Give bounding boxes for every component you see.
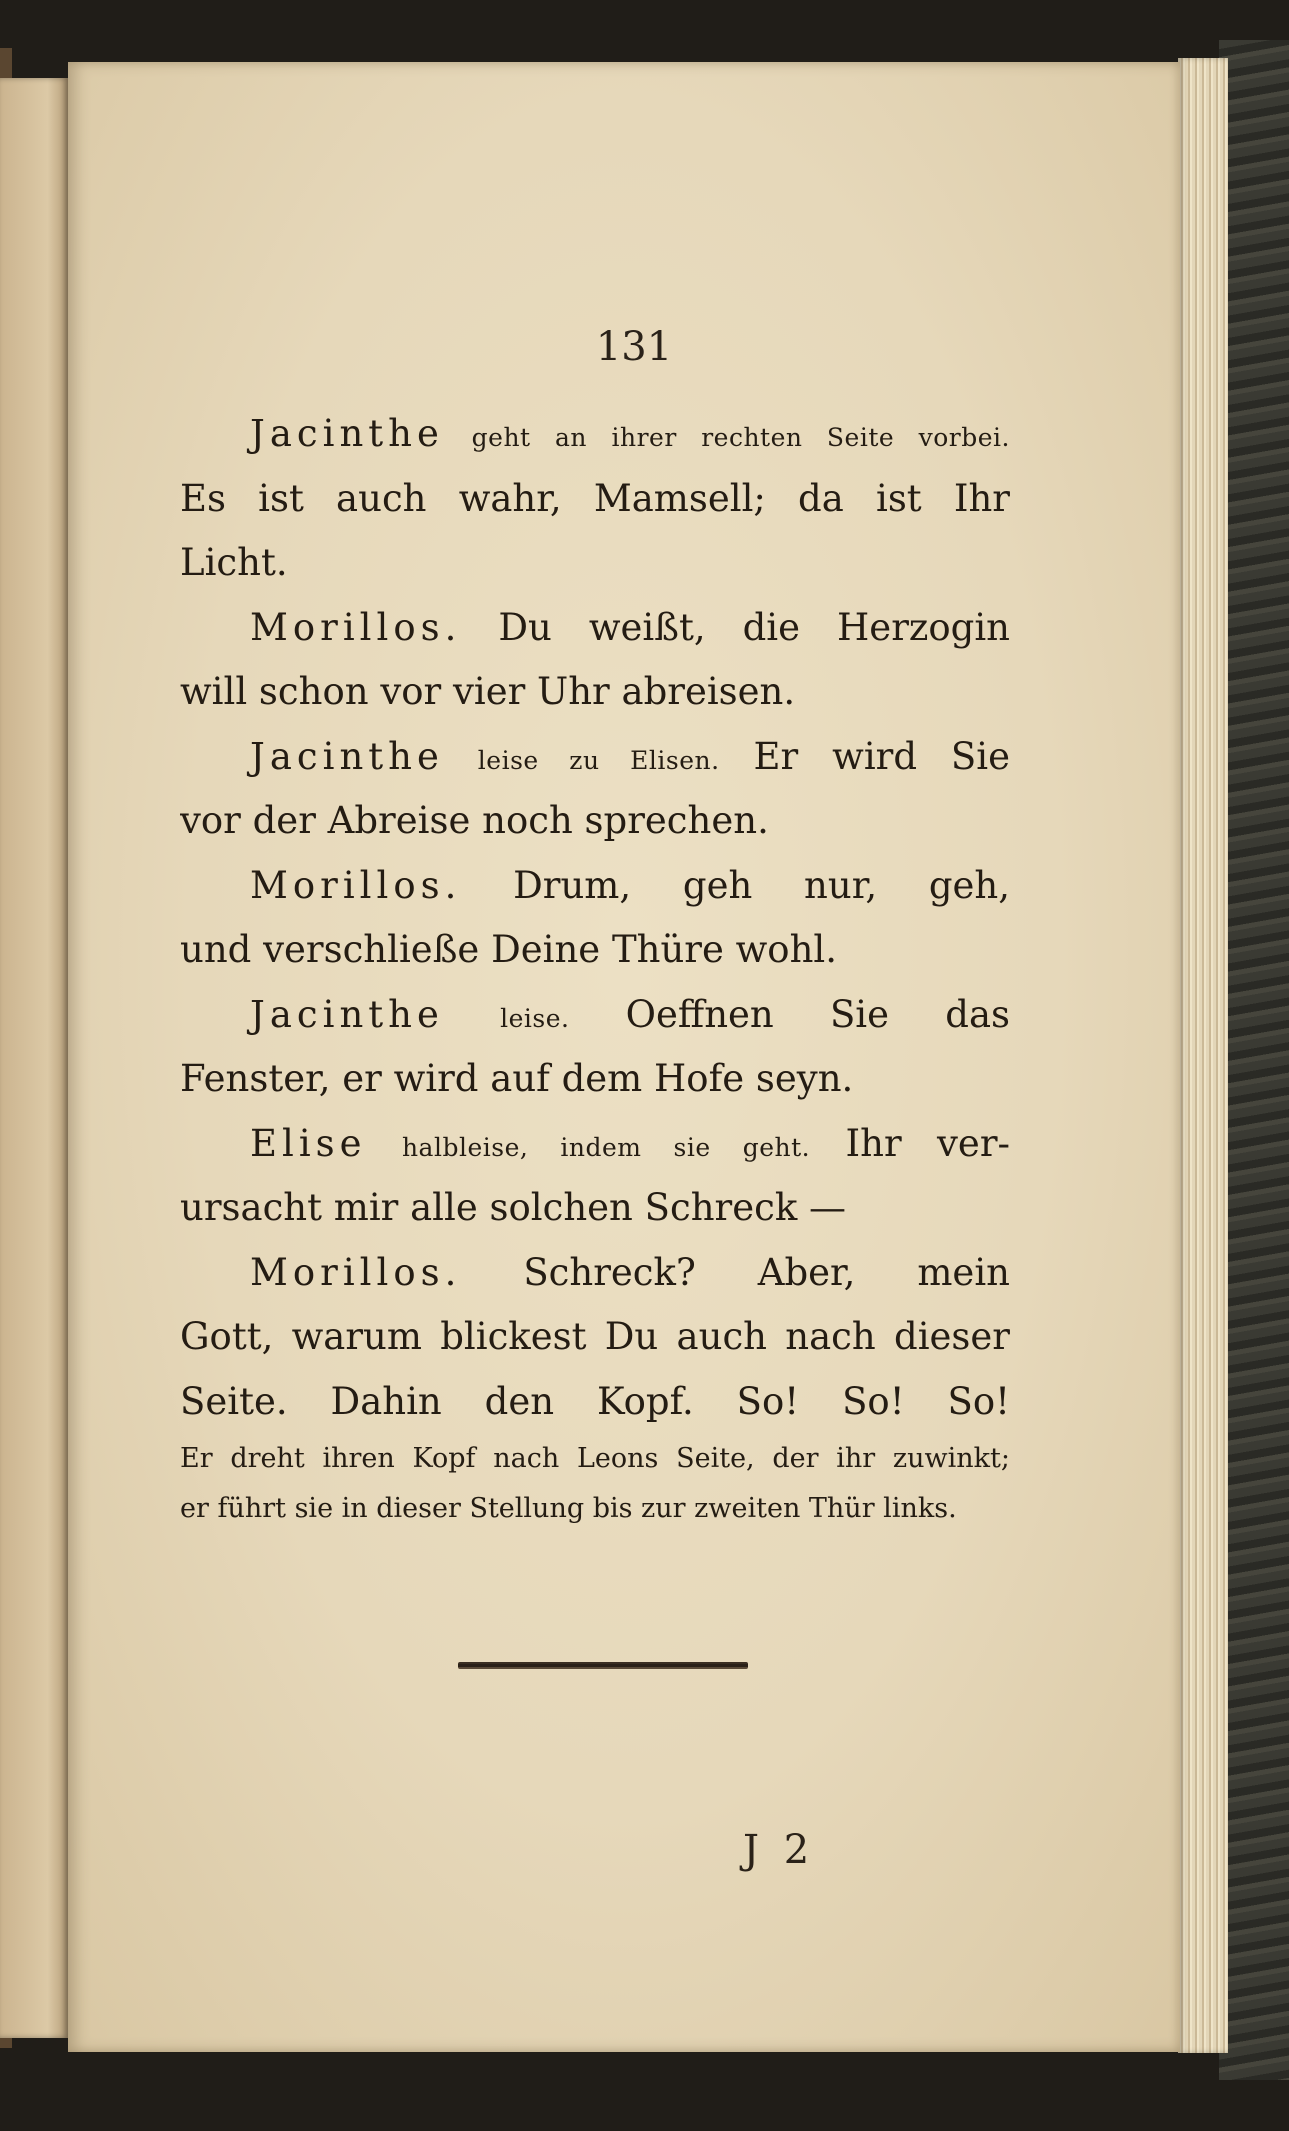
printer-signature: J 2 [743,1827,816,1873]
text-line [180,1176,1010,1241]
text-line [180,789,1010,854]
line-text: Licht. [180,541,288,584]
page-body [180,402,1010,1534]
text-line [180,467,1010,532]
stage-direction-line [180,1434,1010,1484]
text-line [180,402,1010,467]
line-text: und verschließe Deine Thüre wohl. [180,928,838,971]
stage-direction-inline: leise. [500,1003,570,1033]
speaker-name: Jacinthe [250,412,444,455]
book-page [68,62,1180,2052]
book-cover-right [1219,40,1289,2080]
stage-direction-inline: halbleise, indem sie geht. [401,1132,811,1162]
text-line [180,1305,1010,1370]
page-stack-edges [1178,58,1228,2053]
text-line [180,1241,1010,1306]
text-line [180,660,1010,725]
speaker-name: Elise [250,1121,367,1165]
line-text: Er wird Sie [753,734,1010,778]
stage-direction-inline: leise zu Elisen. [477,745,720,775]
line-text: Du weißt, die Herzogin [498,605,1010,649]
text-line [180,1047,1010,1112]
line-text: Schreck? Aber, mein [523,1250,1010,1294]
line-text: Drum, geh nur, geh, [513,863,1010,907]
stage-direction-text: Er dreht ihren Kopf nach Leons Seite, der ihr zuwinkt; [180,1443,1010,1474]
line-text: Ihr ver- [845,1121,1010,1165]
line-text: Fenster, er wird auf dem Hofe seyn. [180,1057,854,1100]
line-text: Seite. Dahin den Kopf. So! So! So! [180,1379,1010,1423]
text-line [180,1112,1010,1177]
stage-direction-line [180,1484,1010,1534]
line-text: Gott, warum blickest Du auch nach dieser [180,1315,1010,1358]
line-text: Es ist auch wahr, Mamsell; da ist Ihr [180,476,1010,520]
speaker-name: Morillos. [250,1250,462,1294]
speaker-name: Morillos. [250,605,462,649]
text-line [180,531,1010,596]
left-page-edge [0,78,68,2038]
text-line [180,854,1010,919]
stage-direction-inline: geht an ihrer rechten Seite vorbei. [471,423,1010,452]
speaker-name: Jacinthe [250,992,444,1036]
line-text: Oeffnen Sie das [625,992,1010,1036]
page-number: 131 [595,324,673,370]
speaker-name: Jacinthe [250,734,444,778]
text-line [180,918,1010,983]
line-text: will schon vor vier Uhr abreisen. [180,670,796,713]
text-line [180,983,1010,1048]
line-text: vor der Abreise noch sprechen. [180,799,769,842]
text-line [180,1370,1010,1435]
speaker-name: Morillos. [250,863,462,907]
line-text: ursacht mir alle solchen Schreck — [180,1186,847,1229]
decorative-rule [458,1662,748,1669]
text-line [180,725,1010,790]
text-line [180,596,1010,661]
stage-direction-text: er führt sie in dieser Stellung bis zur zweiten Thür links. [180,1493,957,1524]
